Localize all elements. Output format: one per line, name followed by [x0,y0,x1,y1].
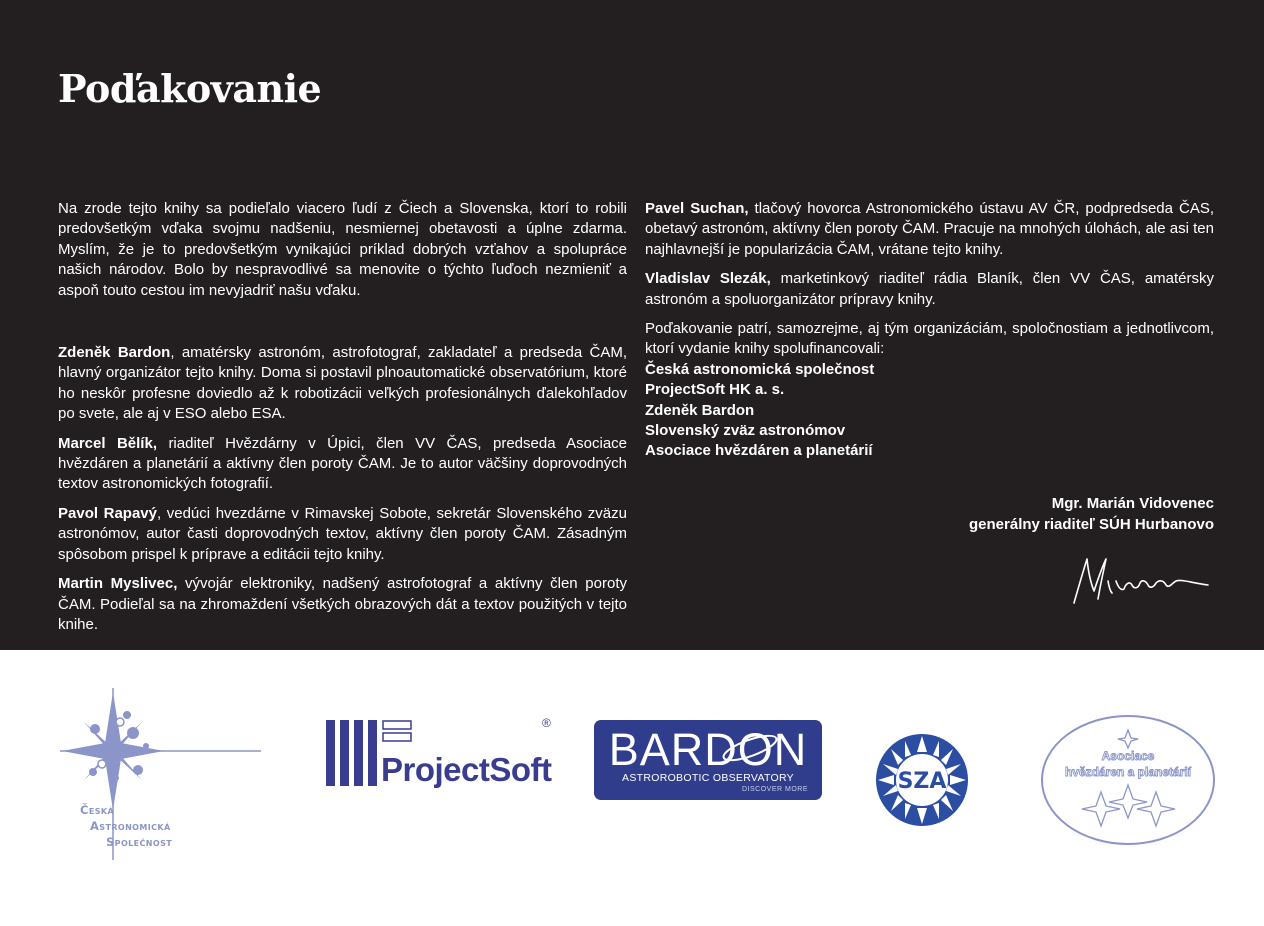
sponsor-item: ProjectSoft HK a. s. [645,381,785,399]
person-description: , amatérsky astronóm, astrofotograf, zakladateľ a predseda ČAM, hlavný organizátor tejto knihy. Doma si postavil plnoautomatické observatórium, ktoré ho neskôr profesne doviedlo až k robotizácii veľkých profesionálnych ďalekohľadov po svete, ale aj v ESO alebo ESA. [58,344,627,423]
cas-logo-line: Astronomická [90,819,171,833]
right-column [645,199,1214,462]
asociace-line: Asociace [1101,749,1155,763]
sponsor-item: Zdeněk Bardon [645,401,755,419]
thanks-text: Poďakovanie patrí, samozrejme, aj tým organizáciám, spoločnostiam a jednotlivcom, ktorí vydanie knihy spolufinancovali: [645,320,1214,358]
handwritten-signature [1068,555,1210,607]
person-paragraph [58,343,627,425]
thanks-paragraph [645,319,1214,462]
sza-logo [876,720,968,840]
sponsor-logos [0,650,1264,926]
person-name: Zdeněk Bardon [58,344,171,362]
cas-logo-text [80,802,172,850]
bardon-wordmark: BARDON [608,724,808,775]
signer-position: generálny riaditeľ SÚH Hurbanovo [969,516,1214,533]
intro-paragraph: Na zrode tejto knihy sa podieľalo viacero ľudí z Čiech a Slovenska, ktorí to robili predovšetkým vďaka svojmu nadšeniu, nesmiernej obetavosti a úplne zdarma. Myslím, že je to predovšetkým vynikajúci príklad dobrých vzťahov a spolupráce našich národov. Bolo by nespravodlivé sa menovite o týchto ľuďoch nezmieniť a aspoň touto cestou im nevyjadriť našu vďaku. [58,200,627,299]
asociace-ellipse-icon [1040,714,1216,846]
signer-name: Mgr. Marián Vidovenec [1051,495,1214,512]
person-name: Vladislav Slezák, [645,270,771,288]
signature-block [969,493,1214,535]
person-description: marketinkový riaditeľ rádia Blaník, člen VV ČAS, amatérsky astronóm a spoluorganizátor prípravy knihy. [645,270,1214,308]
asociace-logo [1040,714,1216,846]
planet-ring-icon [720,728,780,762]
left-column [58,199,627,644]
registered-mark: ® [542,716,551,730]
person-description: , vedúci hvezdárne v Rimavskej Sobote, sekretár Slovenského zväzu astronómov, autor časti doprovodných textov, aktívny člen poroty ČAM. Zásadným spôsobom prispel k príprave a editácii tejto knihy. [58,504,627,563]
person-paragraph [58,504,627,565]
cas-logo-line: Společnost [106,835,173,849]
person-paragraph [58,574,627,635]
person-name: Marcel Bělík, [58,434,157,452]
sponsor-item: Česká astronomická společnost [645,360,875,378]
cas-logo [58,684,263,864]
person-description: vývojár elektroniky, nadšený astrofotograf a aktívny člen poroty ČAM. Podieľal sa na zhromaždení všetkých obrazových dát a textov použitých v tejto knihe. [58,575,627,633]
person-paragraph [58,434,627,495]
asociace-text [1040,748,1216,780]
bardon-tagline: DISCOVER MORE [741,786,808,793]
person-description: tlačový hovorca Astronomického ústavu AV ČR, podpredseda ČAS, obetavý astronóm, aktívny člen poroty ČAM. Pracuje na mnohých úlohách, ale asi ten najhlavnejší je popularizácia ČAM, vrátane tejto knihy. [645,200,1214,258]
person-name: Pavel Suchan, [645,200,749,217]
sza-emblem-icon [876,720,968,840]
cas-logo-line: Česká [80,803,115,817]
person-description: riaditeľ Hvězdárny v Úpici, člen VV ČAS, predseda Asociace hvězdáren a planetárií a aktívny člen poroty ČAM. Je to autor väčšiny doprovodných textov astronomických fotografií. [58,434,628,493]
sza-letters: SZA [897,769,947,794]
projectsoft-wordmark: ProjectSoft [381,751,552,788]
sponsor-item: Asociace hvězdáren a planetárií [645,442,873,460]
sponsor-item: Slovenský zväz astronómov [645,422,846,440]
person-paragraph [645,199,1214,260]
bardon-logo [594,720,822,800]
page-title: Poďakovanie [58,66,322,111]
asociace-line: hvězdáren a planetárií [1064,765,1192,779]
person-name: Pavol Rapavý [58,504,157,522]
person-name: Martin Myslivec, [58,575,178,593]
bardon-subtitle: ASTROROBOTIC OBSERVATORY [622,772,794,784]
person-paragraph [645,269,1214,310]
projectsoft-logo [326,718,556,794]
